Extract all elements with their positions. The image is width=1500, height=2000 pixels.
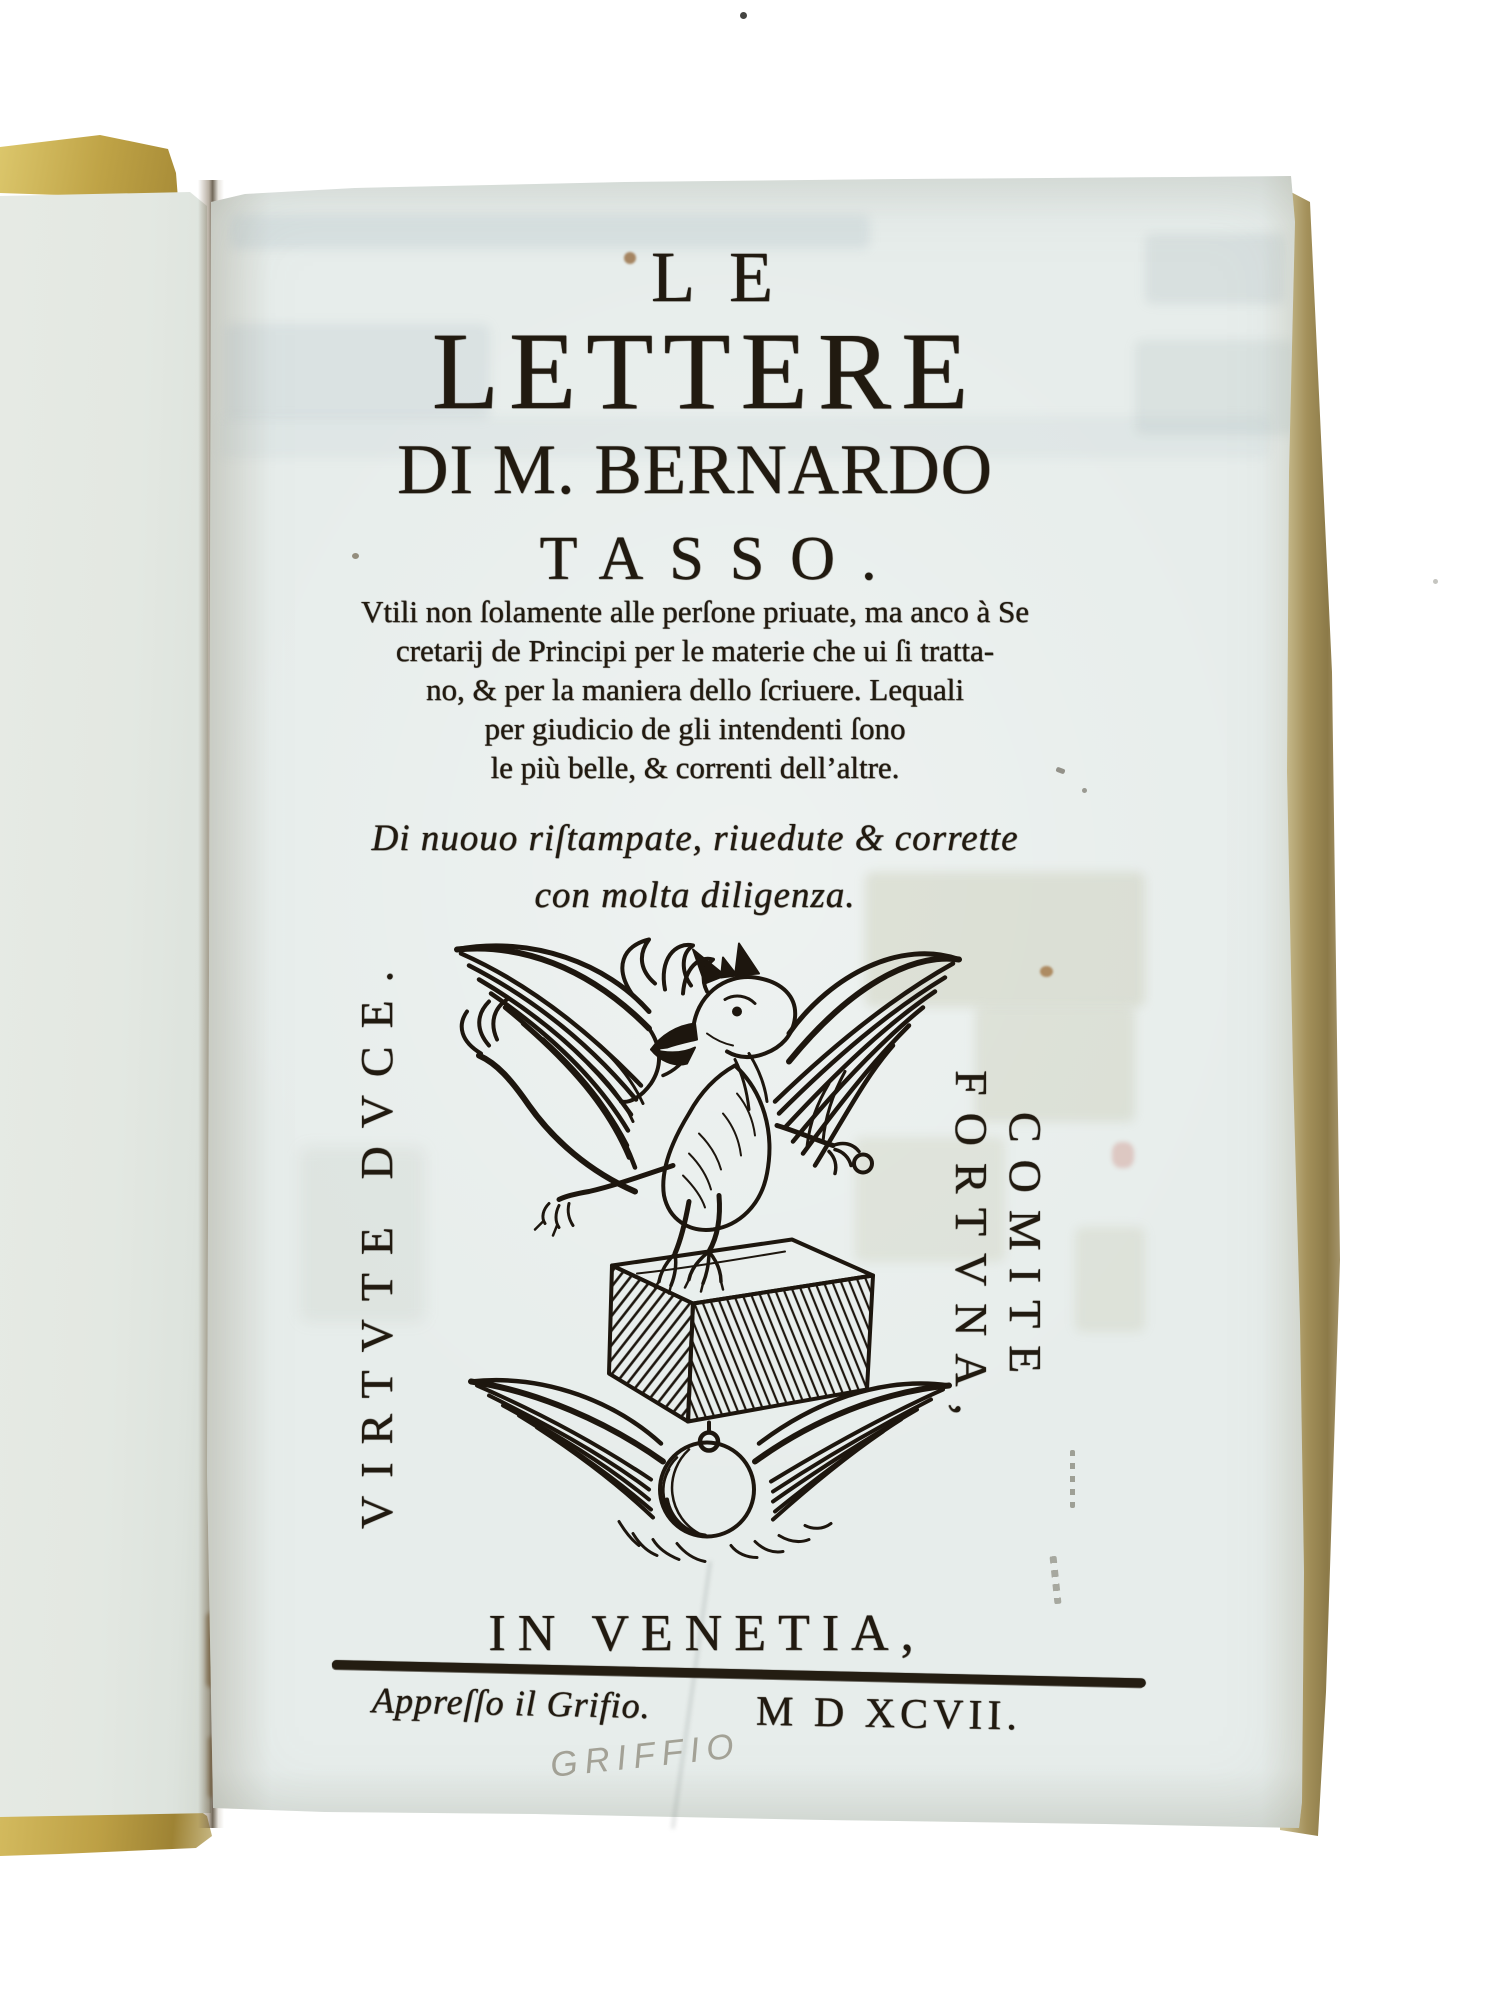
stain-speck [1082,788,1087,793]
subtitle-line: cretarij de Principi per le materie che ui ſi tratta- [395,633,995,668]
motto-comite-fortuna: COMITE FORTVNA, [946,1070,1051,1432]
griffin-device-icon [437,931,997,1576]
subtitle-line: Vtili non ſolamente alle perſone priuate, ma anco à Se [361,594,1029,629]
pencil-annotation: GRIFFIO [548,1726,743,1785]
vellum-cover-edge-top [0,133,182,203]
stain-speck [1112,1142,1134,1168]
author-name-line: TASSO. [539,525,903,593]
facing-page [0,150,212,1822]
subtitle-line: per giudicio de gli intendenti ſono [484,711,906,746]
title-word-le: LE [651,237,807,317]
printer-device-illustration [437,931,997,1576]
imprint-place: IN VENETIA, [488,1605,926,1662]
edition-statement [230,810,1160,924]
stain-speck [1433,579,1438,584]
show-through-patch [1075,1227,1145,1332]
edition-line: Di nuouo riſtampate, riuedute & corrette [371,818,1019,859]
title-word-lettere: LETTERE [431,310,979,432]
ink-offset-marks [1070,1450,1075,1508]
author-prefix-line: DI M. BERNARDO [397,431,993,509]
edition-line: con molta diligenza. [534,875,856,916]
stain-speck [740,12,747,19]
imprint-year: M D XCVII. [755,1688,1023,1740]
subtitle-paragraph [230,592,1160,787]
motto-virtute-duce: VIRTVTE DVCE. [351,952,402,1530]
subtitle-line: le più belle, & correnti dell’altre. [490,750,900,785]
subtitle-line: no, & per la maniera dello ſcriuere. Lequali [426,672,964,707]
imprint-publisher: Appreſſo il Grifio. [371,1680,652,1726]
